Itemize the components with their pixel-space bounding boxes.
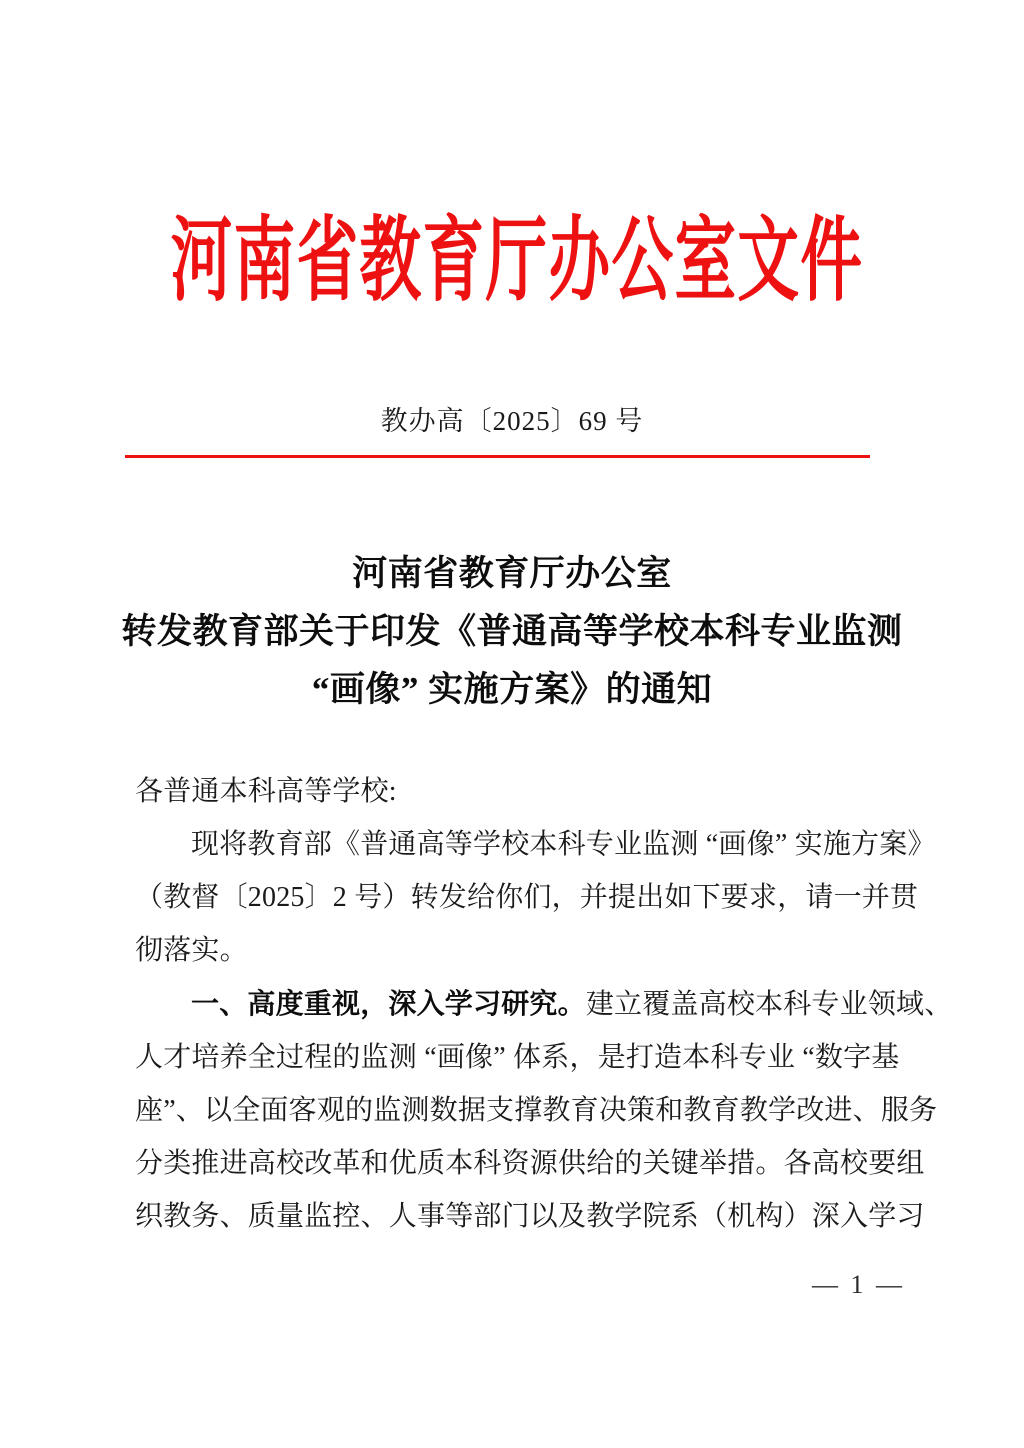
- paragraph-1-line-3: 彻落实。: [135, 935, 248, 966]
- paragraph-2-line-1-rest: 建立覆盖高校本科专业领域、: [585, 989, 953, 1020]
- notice-body: [135, 765, 953, 1243]
- notice-title: [0, 545, 1024, 719]
- red-divider-line: [125, 455, 870, 458]
- paragraph-2-line-5: 织教务、质量监控、人事等部门以及教学院系（机构）深入学习: [135, 1201, 925, 1232]
- masthead-wrap: [0, 210, 1024, 312]
- notice-title-line-3: “画像” 实施方案》的通知: [311, 670, 713, 709]
- paragraph-1-line-1: 现将教育部《普通高等学校本科专业监测 “画像” 实施方案》: [191, 829, 936, 860]
- masthead-title: 河南省教育厅办公室文件: [170, 210, 864, 312]
- paragraph-2-line-3: 座”、以全面客观的监测数据支撑教育决策和教育教学改进、服务: [135, 1095, 938, 1126]
- notice-title-line-2: 转发教育部关于印发《普通高等学校本科专业监测: [121, 612, 903, 651]
- paragraph-2-line-4: 分类推进高校改革和优质本科资源供给的关键举措。各高校要组: [135, 1148, 925, 1179]
- paragraph-2-line-1: [135, 977, 953, 1031]
- paragraph-2-heading: 一、高度重视，深入学习研究。: [191, 988, 586, 1019]
- page-number: — 1 —: [812, 1270, 905, 1299]
- paragraph-1-line-2: （教督〔2025〕2 号）转发给你们，并提出如下要求，请一并贯: [135, 882, 919, 913]
- document-number: 教办高〔2025〕69 号: [380, 406, 644, 436]
- paragraph-2-line-2: 人才培养全过程的监测 “画像” 体系，是打造本科专业 “数字基: [135, 1042, 900, 1073]
- salutation: 各普通本科高等学校:: [135, 776, 397, 807]
- notice-title-line-1: 河南省教育厅办公室: [352, 554, 672, 593]
